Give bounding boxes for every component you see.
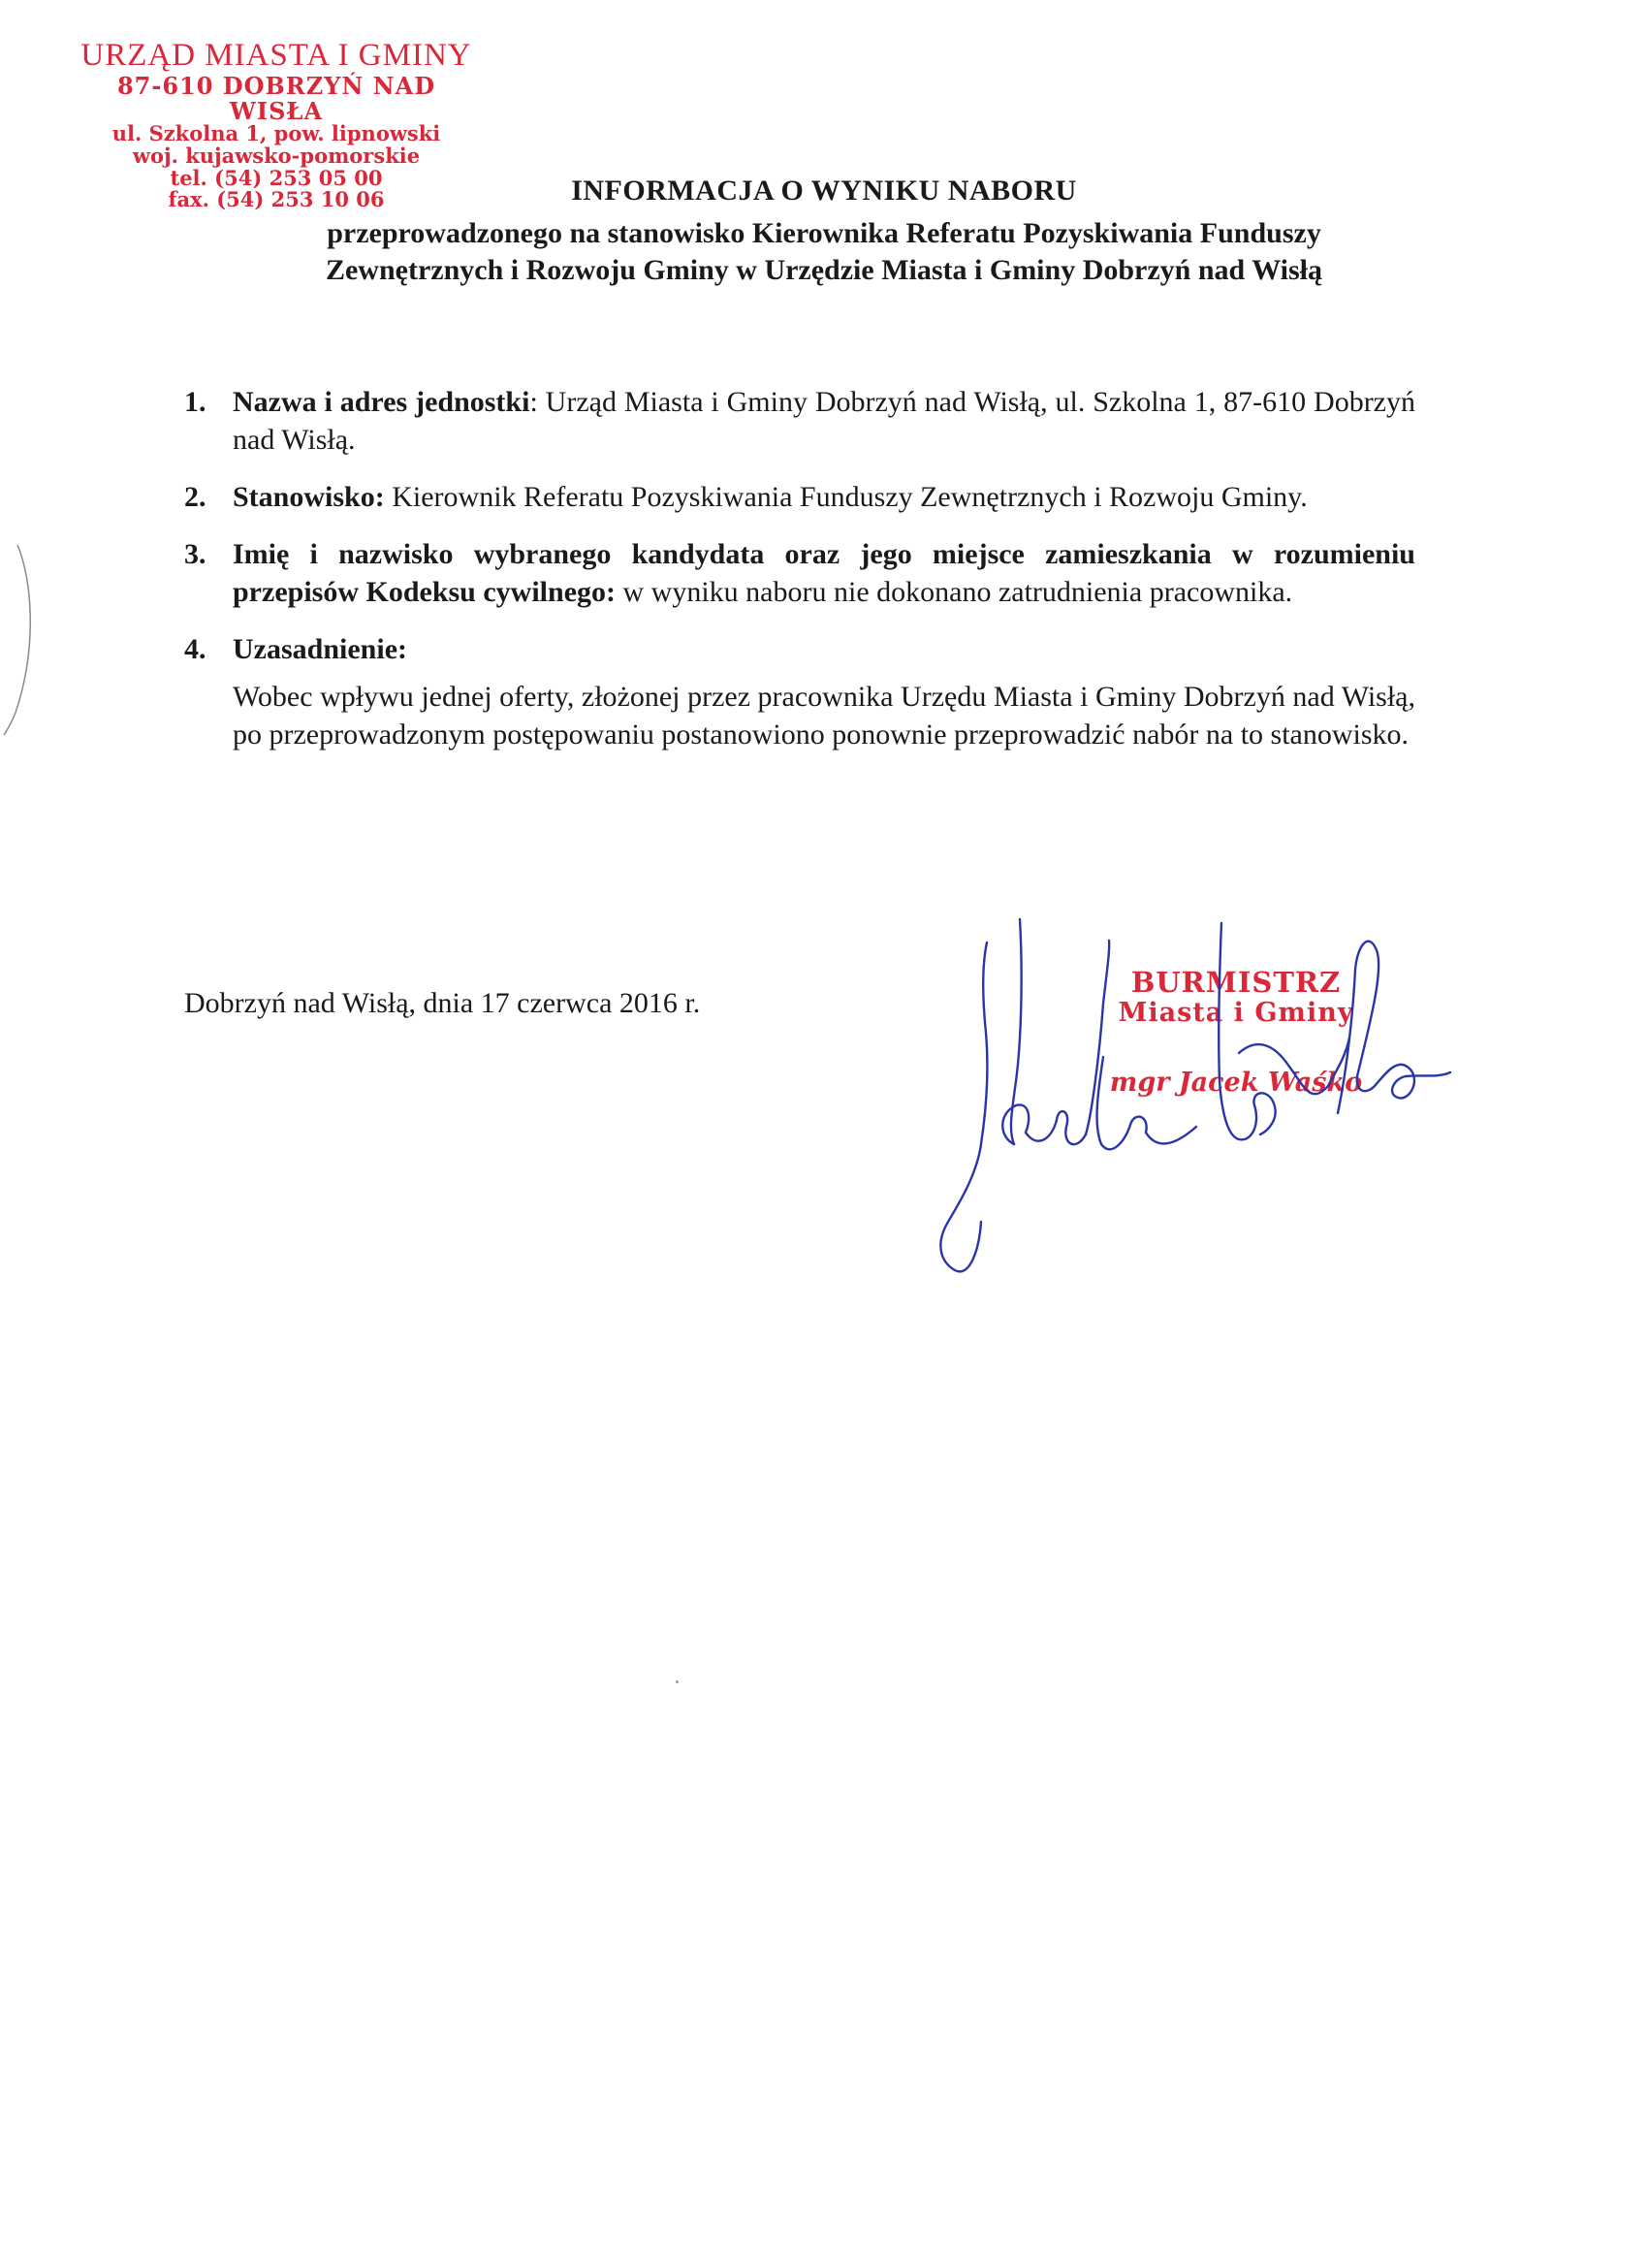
document-title: INFORMACJA O WYNIKU NABORU	[571, 175, 1077, 207]
document-subtitle	[218, 215, 1430, 288]
stamp-person-name: mgr Jacek Waśko	[1109, 1067, 1363, 1098]
list-item	[184, 383, 1415, 459]
stamp-fax: fax. (54) 253 10 06	[168, 187, 385, 212]
item-label: Imię i nazwisko wybranego kandydata oraz jego miejsce zamieszkania w rozumieniu przepisów Kodeksu cywilnego:	[233, 538, 1415, 608]
scan-speck	[676, 1680, 679, 1683]
scan-edge-mark	[0, 543, 48, 737]
list-item	[184, 478, 1415, 516]
item-number: 1.	[184, 386, 206, 418]
stamp-street: ul. Szkolna 1, pow. lipnowski	[111, 121, 441, 146]
item-label: Stanowisko:	[233, 481, 385, 513]
item-text: Urząd Miasta i Gminy Dobrzyń nad Wisłą, ul. Szkolna 1, 87-610 Dobrzyń nad Wisłą.	[233, 386, 1415, 456]
subtitle-line-1: przeprowadzonego na stanowisko Kierownika Referatu Pozyskiwania Funduszy	[327, 217, 1321, 249]
handwritten-signature	[931, 911, 1532, 1290]
stamp-postal-city: 87-610 DOBRZYŃ NAD WISŁA	[116, 71, 436, 125]
stamp-phone: tel. (54) 253 05 00	[170, 165, 383, 190]
list-item	[184, 630, 1415, 753]
item-text: w wyniku naboru nie dokonano zatrudnienia pracownika.	[616, 576, 1293, 608]
stamp-office-name: URZĄD MIASTA I GMINY	[80, 38, 472, 73]
list-item	[184, 535, 1415, 611]
item-label: Nazwa i adres jednostki	[233, 386, 530, 418]
item-separator: :	[529, 386, 538, 418]
stamp-office: Miasta i Gminy	[1118, 997, 1354, 1028]
item-number: 4.	[184, 633, 206, 665]
date-line: Dobrzyń nad Wisłą, dnia 17 czerwca 2016 r.	[184, 987, 701, 1019]
subtitle-line-2: Zewnętrznych i Rozwoju Gminy w Urzędzie Miasta i Gminy Dobrzyń nad Wisłą	[325, 253, 1322, 286]
item-text: Kierownik Referatu Pozyskiwania Funduszy Zewnętrznych i Rozwoju Gminy.	[384, 481, 1308, 513]
item-label: Uzasadnienie:	[233, 633, 407, 665]
stamp-province: woj. kujawsko-pomorskie	[132, 144, 421, 169]
item-number: 2.	[184, 481, 206, 513]
item-number: 3.	[184, 538, 206, 570]
document-heading	[218, 175, 1430, 288]
stamp-title: BURMISTRZ	[1130, 966, 1342, 999]
information-list	[184, 383, 1415, 773]
justification-paragraph: Wobec wpływu jednej oferty, złożonej przez pracownika Urzędu Miasta i Gminy Dobrzyń nad Wisłą, po przeprowadzonym postępowaniu postanowiono ponownie przeprowadzić nabór na to stanowisko.	[233, 681, 1415, 751]
